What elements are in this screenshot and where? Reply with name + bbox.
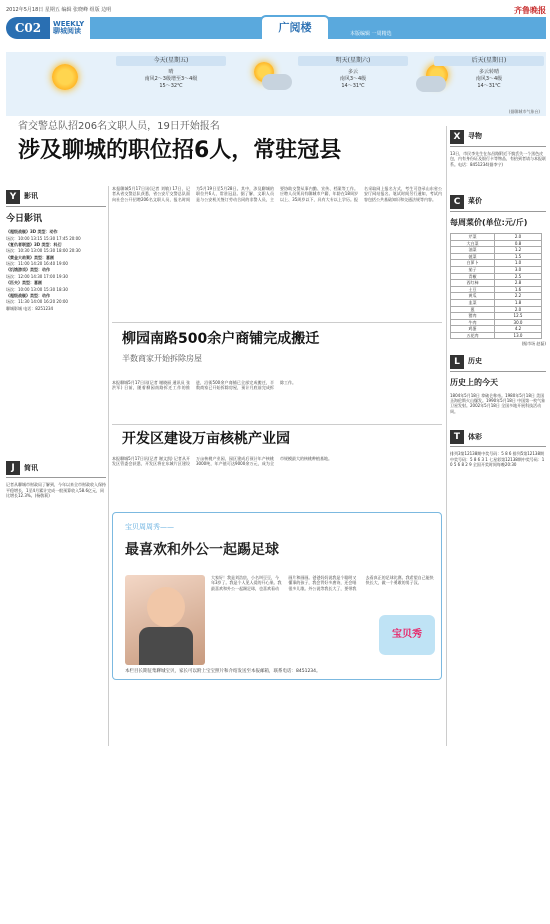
price-value: 2.2 [495,293,542,300]
section-name: 简讯 [24,463,38,472]
price-value: 1.8 [495,299,542,306]
price-value: 1.0 [495,260,542,267]
column-divider [108,186,109,746]
price-value: 2.0 [495,233,542,240]
section-bar [90,17,546,39]
sun-icon [52,64,78,90]
price-row [451,293,542,300]
weather-dayafter-title: 后天(星期日) [434,56,544,66]
price-item: 白萝卜 [451,260,495,267]
price-row [451,280,542,287]
price-item: 芹菜 [451,233,495,240]
story2-headline: 柳园南路500余户商铺完成搬迁 [122,331,320,347]
editor-line: 本版编辑 一周精选 [350,31,392,37]
weather-tomorrow-temp: 14～31℃ [341,82,365,89]
lost-section-header [450,130,546,147]
weather-dayafter-cond: 多云转晴 [478,69,499,76]
lead-deck: 省交警总队招206名文职人员，19日开始报名 [18,121,220,132]
brief-section-header [6,461,106,478]
history-body: 1804年5月18日 拿破仑称帝。1980年5月18日 美国圣海伦斯火山爆发。1990年5月18日 中国第一枚气象卫星发射。2002年5月18日 全国多地开展科技活动周。 [450,392,546,414]
child-body [139,627,193,665]
price-row [451,273,542,280]
price-row [451,260,542,267]
price-value: 2.0 [495,306,542,313]
price-row [451,266,542,273]
price-value: 2.5 [495,273,542,280]
weather-dayafter-wind: 南风3～4级 [475,75,503,82]
section-name: 影讯 [24,192,38,201]
weather-today-temp: 15～32℃ [159,82,183,89]
date-line: 2012年5月18日 星期五 编辑 张晓峰 组版 边明 [6,6,112,13]
column-divider [446,126,447,746]
feature-kicker: 宝贝周周秀—— [125,523,174,531]
list-item: 场次：10:30 13:00 15:30 18:00 20:30 [6,248,81,254]
price-value: 1.5 [495,253,542,260]
weather-dayafter [434,56,544,89]
price-source: (据市场 赵磊) [521,341,546,347]
divider [112,424,442,425]
price-row [451,247,542,254]
section-letter: T [450,430,464,444]
weather-today-cond: 晴 [168,69,174,76]
feature-body: 大家好！我是刘浩宸，小名叫豆豆，今年3岁了。我是个人见人爱的开心果。我最喜欢和外公一起踢足球，也喜欢看动画片和画画。爸爸妈妈说我是个聪明又懂事的孩子，我会背好多唐诗，还会唱很多儿歌。外公说等我长大了，要带我去看真正的足球比赛。我希望自己能快快长大，做一个勇敢的男子汉。 [211,575,434,591]
section-name: 体彩 [468,432,482,441]
list-item: 《黄金大劫案》类型：喜剧 [6,254,54,260]
price-item: 西红柿 [451,280,495,287]
price-item: 韭菜 [451,299,495,306]
price-item: 茄子 [451,266,495,273]
weather-tomorrow-title: 明天(星期六) [298,56,408,66]
child-photo [125,575,205,665]
left-column [6,190,106,499]
brand-logo: 齐鲁晚报 [514,4,546,15]
lead-headline: 涉及聊城的职位招6人，常驻冠县 [18,138,342,163]
list-item: 《超级战舰》类型：动作 [6,293,50,299]
price-table [450,233,542,340]
weather-tomorrow [298,56,408,89]
price-item: 黄瓜 [451,293,495,300]
price-value: 30.0 [495,319,542,326]
story3-headline: 开发区建设万亩核桃产业园 [122,431,290,447]
price-value: 13.0 [495,332,542,339]
price-item: 菠菜 [451,253,495,260]
story2-deck: 半数商家开始拆除房屋 [122,354,202,363]
weekly-label [50,17,90,39]
weekly-line2: 聊城阅读 [53,27,81,35]
section-letter: X [450,130,464,144]
price-value: 12.5 [495,313,542,320]
section-badge: C02 [6,17,50,39]
weather-dayafter-temp: 14～31℃ [477,82,501,89]
section-banner [6,17,546,39]
price-value: 1.6 [495,286,542,293]
child-head [147,587,185,627]
weekly-line1: WEEKLY [53,19,85,28]
price-title: 每周菜价(单位:元/斤) [450,218,528,228]
lead-body: 本报聊城5月17日讯(记者 刘敏) 17日，记者从省交警总队获悉，省公安厅交警总队面向社会公开招聘206名文职人员，报名时间为5月19日至5月28日。其中，涉及聊城的职位共6人，常驻冠县。据了解，文职人员是与公安机关签订劳动合同的非警人员，主要协助交警从事内勤、宣传、档案等工作。应聘人员须具有聊城市户籍，年龄在18周岁以上、35周岁以下，具有大专以上学历。报名采取网上报名方式，考生可登录山东省公安厅网站报名。笔试时间另行通知，考试内容包括公共基础知识和交通法规等内容。 [112,186,442,202]
price-value: 1.2 [495,247,542,254]
section-name: 寻物 [468,132,482,141]
price-row [451,306,542,313]
history-section-header [450,355,546,372]
cloud-icon [262,74,292,90]
price-value: 3.0 [495,266,542,273]
baby-feature-box [112,512,442,680]
section-name: 菜价 [468,197,482,206]
weather-strip [6,52,546,116]
lottery-section-header [450,430,546,447]
price-section-header [450,195,546,212]
section-letter: C [450,195,464,209]
list-item: 《超级战舰》3D 类型：动作 [6,229,58,235]
lost-body: 13日，市民李先生在东昌路附近不慎丢失一个黑色皮包，内有身份证及银行卡等物品，有拾到者请与本报联系。电话：8451234(据李宁) [450,151,546,167]
movie-title: 今日影讯 [6,214,43,224]
story3-body: 本报聊城5月17日讯(记者 谢文凯) 记者从开发区管委会获悉，开发区将在东城片区建设万亩核桃产业园，园区建成后预计年产核桃3000吨，年产值可达9000余万元，成为全市规模最大的核桃种植基地。 [112,456,332,467]
price-row [451,332,542,339]
price-item: 猪肉 [451,313,495,320]
baby-show-badge: 宝贝秀 [379,615,435,655]
list-item: 《匹夫》类型：喜剧 [6,280,42,286]
feature-title: 最喜欢和外公一起踢足球 [125,542,279,558]
price-row [451,253,542,260]
right-column [450,130,546,467]
section-letter: J [6,461,20,475]
price-value: 2.8 [495,280,542,287]
list-item: 场次：12:00 14:30 17:00 19:30 [6,273,68,279]
weather-today-wind: 南风2～3级增至3～4级 [144,75,198,82]
movie-section-header [6,190,106,207]
brief-body: 记者从聊城市财政局了解到，今年以来全市财政收入保持平稳增长，1至4月累计完成一般预算收入58.6亿元，同比增长12.3%。(杨敬莉) [6,482,106,498]
price-row [451,326,542,333]
lottery-body: 排列3第12138期中奖号码：5 8 6 排列5第12138期中奖号码：5 8 6 3 1 七星彩第12138期中奖号码：1 0 5 6 8 2 9 全国开奖时间每晚20:30 [450,451,545,467]
price-item: 大白菜 [451,240,495,247]
divider [112,322,442,323]
weather-today-title: 今天(星期五) [116,56,226,66]
price-row [451,313,542,320]
weather-source: (据聊城市气象台) [508,108,540,114]
list-item: 场次：10:00 13:15 15:30 17:45 20:00 [6,235,81,241]
section-tab: 广阅楼 [260,15,330,39]
list-item: 场次：11:00 14:20 16:40 19:00 [6,261,68,267]
price-item: 油菜 [451,247,495,254]
price-row [451,319,542,326]
list-item: 场次：10:00 13:00 15:30 18:30 [6,286,68,292]
list-item: 《饥饿游戏》类型：动作 [6,267,50,273]
story2-body: 本报聊城5月17日讯(记者 谢晓丽 通讯员 张洪军) 日前，随着柳园南路拆迁工作的推进，沿街500余户商铺已全部完成搬迁，半数商家已开始拆除房屋，预计月底前完成拆除工作。 [112,380,296,391]
price-item: 五花肉 [451,332,495,339]
price-row [451,286,542,293]
price-item: 牛肉 [451,319,495,326]
weather-tomorrow-wind: 南风3～4级 [339,75,367,82]
price-item: 鸡蛋 [451,326,495,333]
price-row [451,240,542,247]
weather-today [116,56,226,89]
price-item: 青椒 [451,273,495,280]
section-letter: L [450,355,464,369]
price-value: 0.8 [495,240,542,247]
price-value: 4.2 [495,326,542,333]
price-item: 葱 [451,306,495,313]
section-name: 历史 [468,357,482,366]
price-item: 土豆 [451,286,495,293]
list-item: 《复仇者联盟》3D 类型：科幻 [6,241,62,247]
history-title: 历史上的今天 [450,377,498,387]
feature-footer: 本栏目长期征集聊城宝贝，家长可以附上宝宝照片和介绍发送至本报邮箱，联系电话：8451234。 [125,669,321,674]
price-row [451,299,542,306]
list-item: 场次：11:30 14:00 16:20 20:00 [6,299,68,305]
price-row [451,233,542,240]
section-letter: Y [6,190,20,204]
weather-tomorrow-cond: 多云 [347,69,358,76]
list-item: 聊城影城 电话：8251234 [6,305,54,311]
